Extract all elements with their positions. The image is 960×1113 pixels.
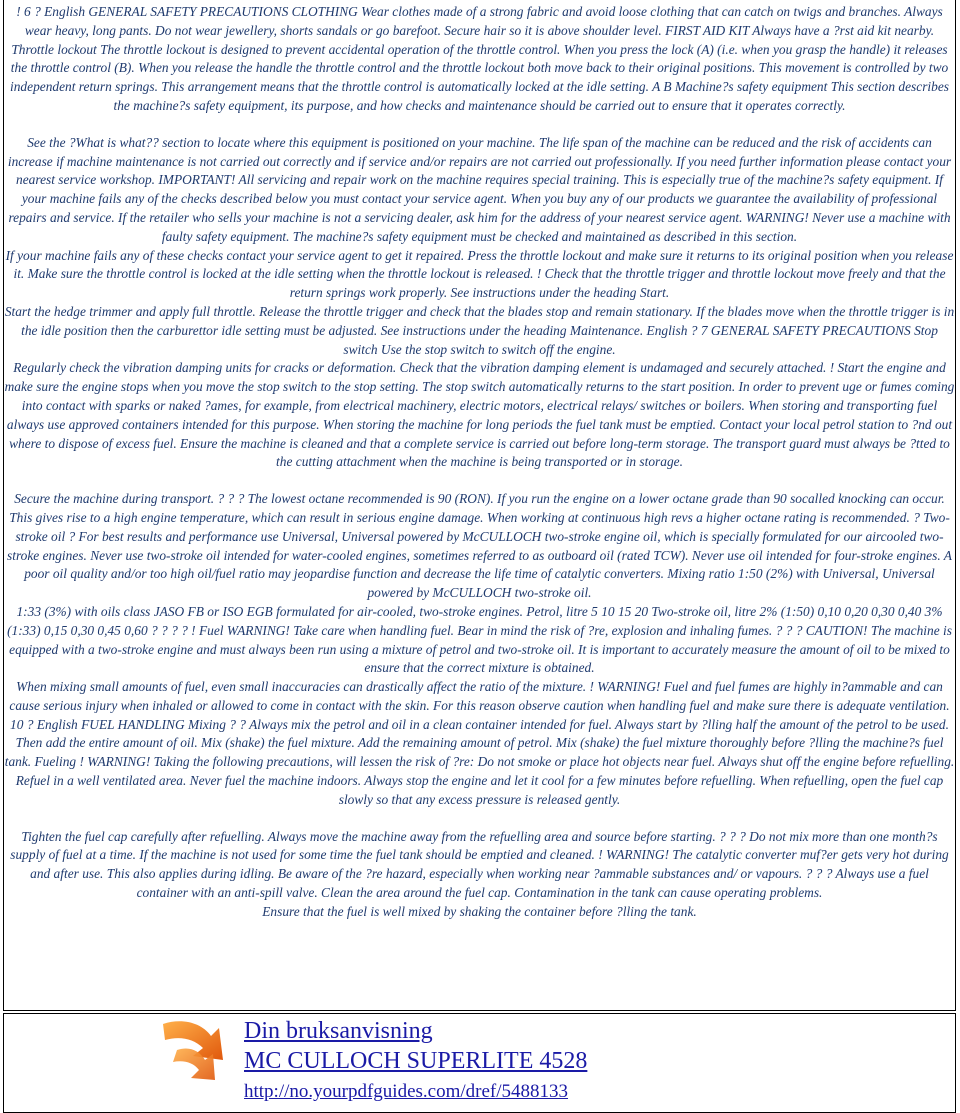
paragraph-5: Regularly check the vibration damping units for cracks or deformation. Check that the vibration damping element is undamaged and securely attached. ! Start the engine and make sure the engine stops when you move the stop switch to the stop setting. The stop switch automatically returns to the start position. In order to prevent uge or fumes coming into contact with sparks or naked ?ames, for example, from electrical machinery, electric motors, electrical relays/ switches or boilers. When storing and transporting fuel always use approved containers intended for this purpose. When storing the machine for long periods the fuel tank must be emptied. Contact your local petrol station to ?nd out where to dispose of excess fuel. Ensure the machine is cleaned and that a complete service is carried out before long-term storage. The transport guard must always be ?tted to the cutting attachment when the machine is being transported or in storage. bbox=[4, 360, 955, 470]
url-link[interactable]: http://no.yourpdfguides.com/dref/5488133 bbox=[244, 1081, 569, 1102]
document-page bbox=[3, 0, 956, 1011]
paragraph-3: If your machine fails any of these checks contact your service agent to get it repaired. Press the throttle lockout and make sure it returns to its original position when you release it. Make sure the throttle control is locked at the idle setting when the throttle lockout is released. ! Check that the throttle trigger and throttle lockout move freely and that the return springs work properly. See instructions under the heading Start. bbox=[5, 247, 954, 301]
paragraph-10: Tighten the fuel cap carefully after refuelling. Always move the machine away from the refuelling area and source before starting. ? ? ? Do not mix more than one month?s supply of fuel at a time. If the machine is not used for some time the fuel tank should be emptied and cleaned. ! WARNING! The catalytic converter muf?er gets very hot during and after use. This also applies during idling. Be aware of the ?re hazard, especially when working near ?ammable substances and/ or vapours. ? ? ? Always use a fuel container with an anti-spill valve. Clean the area around the fuel cap. Contamination in the tank can cause operating problems. bbox=[10, 828, 949, 901]
paragraph-6: Secure the machine during transport. ? ? ? The lowest octane recommended is 90 (RON). If you run the engine on a lower octane grade than 90 socalled knocking can occur. This gives rise to a high engine temperature, which can result in serious engine damage. When working at continuous high revs a higher octane rating is recommended. ? Two-stroke oil ? For best results and performance use Universal, Universal powered by McCULLOCH two-stroke engine oil, which is specially formulated for our aircooled two-stroke engines. Never use two-stroke oil intended for water-cooled engines, sometimes referred to as outboard oil (rated TCW). Never use oil intended for four-stroke engines. A poor oil quality and/or too high oil/fuel ratio may jeopardise function and decrease the life time of catalytic converters. Mixing ratio 1:50 (2%) with Universal, Universal powered by McCULLOCH two-stroke oil. bbox=[7, 491, 952, 601]
paragraph-7: 1:33 (3%) with oils class JASO FB or ISO EGB formulated for air-cooled, two-stroke engines. Petrol, litre 5 10 15 20 Two-stroke oil, litre 2% (1:50) 0,10 0,20 0,30 0,40 3% (1:33) 0,15 0,30 0,45 0,60 ? ? ? ? ! Fuel WARNING! Take care when handling fuel. Bear in mind the risk of ?re, explosion and inhaling fumes. ? ? ? CAUTION! The machine is equipped with a two-stroke engine and must always been run using a mixture of petrol and two-stroke oil. It is important to accurately measure the amount of oil to be mixed to ensure that the correct mixture is obtained. bbox=[7, 603, 952, 676]
paragraph-gap bbox=[4, 810, 955, 828]
paragraph-4: Start the hedge trimmer and apply full throttle. Release the throttle trigger and check that the blades stop and remain stationary. If the blades move when the throttle trigger is in the idle position then the carburettor idle setting must be adjusted. See instructions under the heading Maintenance. English ? 7 GENERAL SAFETY PRECAUTIONS Stop switch Use the stop switch to switch off the engine. bbox=[4, 303, 955, 357]
paragraph-11: Ensure that the fuel is well mixed by shaking the container before ?lling the tank. bbox=[262, 903, 697, 919]
paragraph-gap bbox=[4, 116, 955, 134]
paragraph-2: See the ?What is what?? section to locate where this equipment is positioned on your machine. The life span of the machine can be reduced and the risk of accidents can increase if machine maintenance is not carried out correctly and if service and/or repairs are not carried out professionally. If you need further information please contact your nearest service workshop. IMPORTANT! All servicing and repair work on the machine requires special training. This is especially true of the machine?s safety equipment. If your machine fails any of the checks described below you must contact your service agent. When you buy any of our products we guarantee the availability of professional repairs and service. If the retailer who sells your machine is not a servicing dealer, ask him for the address of your nearest service agent. WARNING! Never use a machine with faulty safety equipment. The machine?s safety equipment must be checked and maintained as described in this section. bbox=[7, 134, 952, 244]
paragraph-gap bbox=[4, 472, 955, 490]
orange-arrow-icon bbox=[159, 1016, 235, 1088]
manual-link[interactable]: Din bruksanvisning bbox=[244, 1018, 433, 1044]
footer-banner bbox=[3, 1013, 956, 1113]
model-link[interactable]: MC CULLOCH SUPERLITE 4528 bbox=[244, 1048, 588, 1074]
paragraph-8: When mixing small amounts of fuel, even small inaccuracies can drastically affect the ratio of the mixture. ! WARNING! Fuel and fuel fumes are highly in?ammable and can cause serious injury when inhaled or allowed to come in contact with the skin. For this reason observe caution when handling fuel and make sure there is adequate ventilation. 10 ? English FUEL HANDLING Mixing ? ? Always mix the petrol and oil in a clean container intended for fuel. Always start by ?lling half the amount of the petrol to be used. bbox=[9, 679, 950, 732]
paragraph-1: ! 6 ? English GENERAL SAFETY PRECAUTIONS CLOTHING Wear clothes made of a strong fabric and avoid loose clothing that can catch on twigs and branches. Always wear heavy, long pants. Do not wear jewellery, shorts sandals or go barefoot. Secure hair so it is above shoulder level. FIRST AID KIT Always have a ?rst aid kit nearby. Throttle lockout The throttle lockout is designed to prevent accidental operation of the throttle control. When you press the lock (A) (i.e. when you grasp the handle) it releases the throttle control (B). When you release the handle the throttle control and the throttle lockout both move back to their original positions. This movement is controlled by two independent return springs. This arrangement means that the throttle control is automatically locked at the idle setting. A B Machine?s safety equipment This section describes the machine?s safety equipment, its purpose, and how checks and maintenance should be carried out to ensure that it operates correctly. bbox=[10, 4, 949, 113]
paragraph-9: Then add the entire amount of oil. Mix (shake) the fuel mixture. Add the remaining amount of petrol. Mix (shake) the fuel mixture thoroughly before ?lling the machine?s fuel tank. Fueling ! WARNING! Taking the following precautions, will lessen the risk of ?re: Do not smoke or place hot objects near fuel. Always shut off the engine before refuelling. Refuel in a well ventilated area. Never fuel the machine indoors. Always stop the engine and let it cool for a few minutes before refuelling. When refuelling, open the fuel cap slowly so that any excess pressure is released gently. bbox=[4, 735, 955, 807]
footer-links bbox=[244, 1016, 587, 1106]
